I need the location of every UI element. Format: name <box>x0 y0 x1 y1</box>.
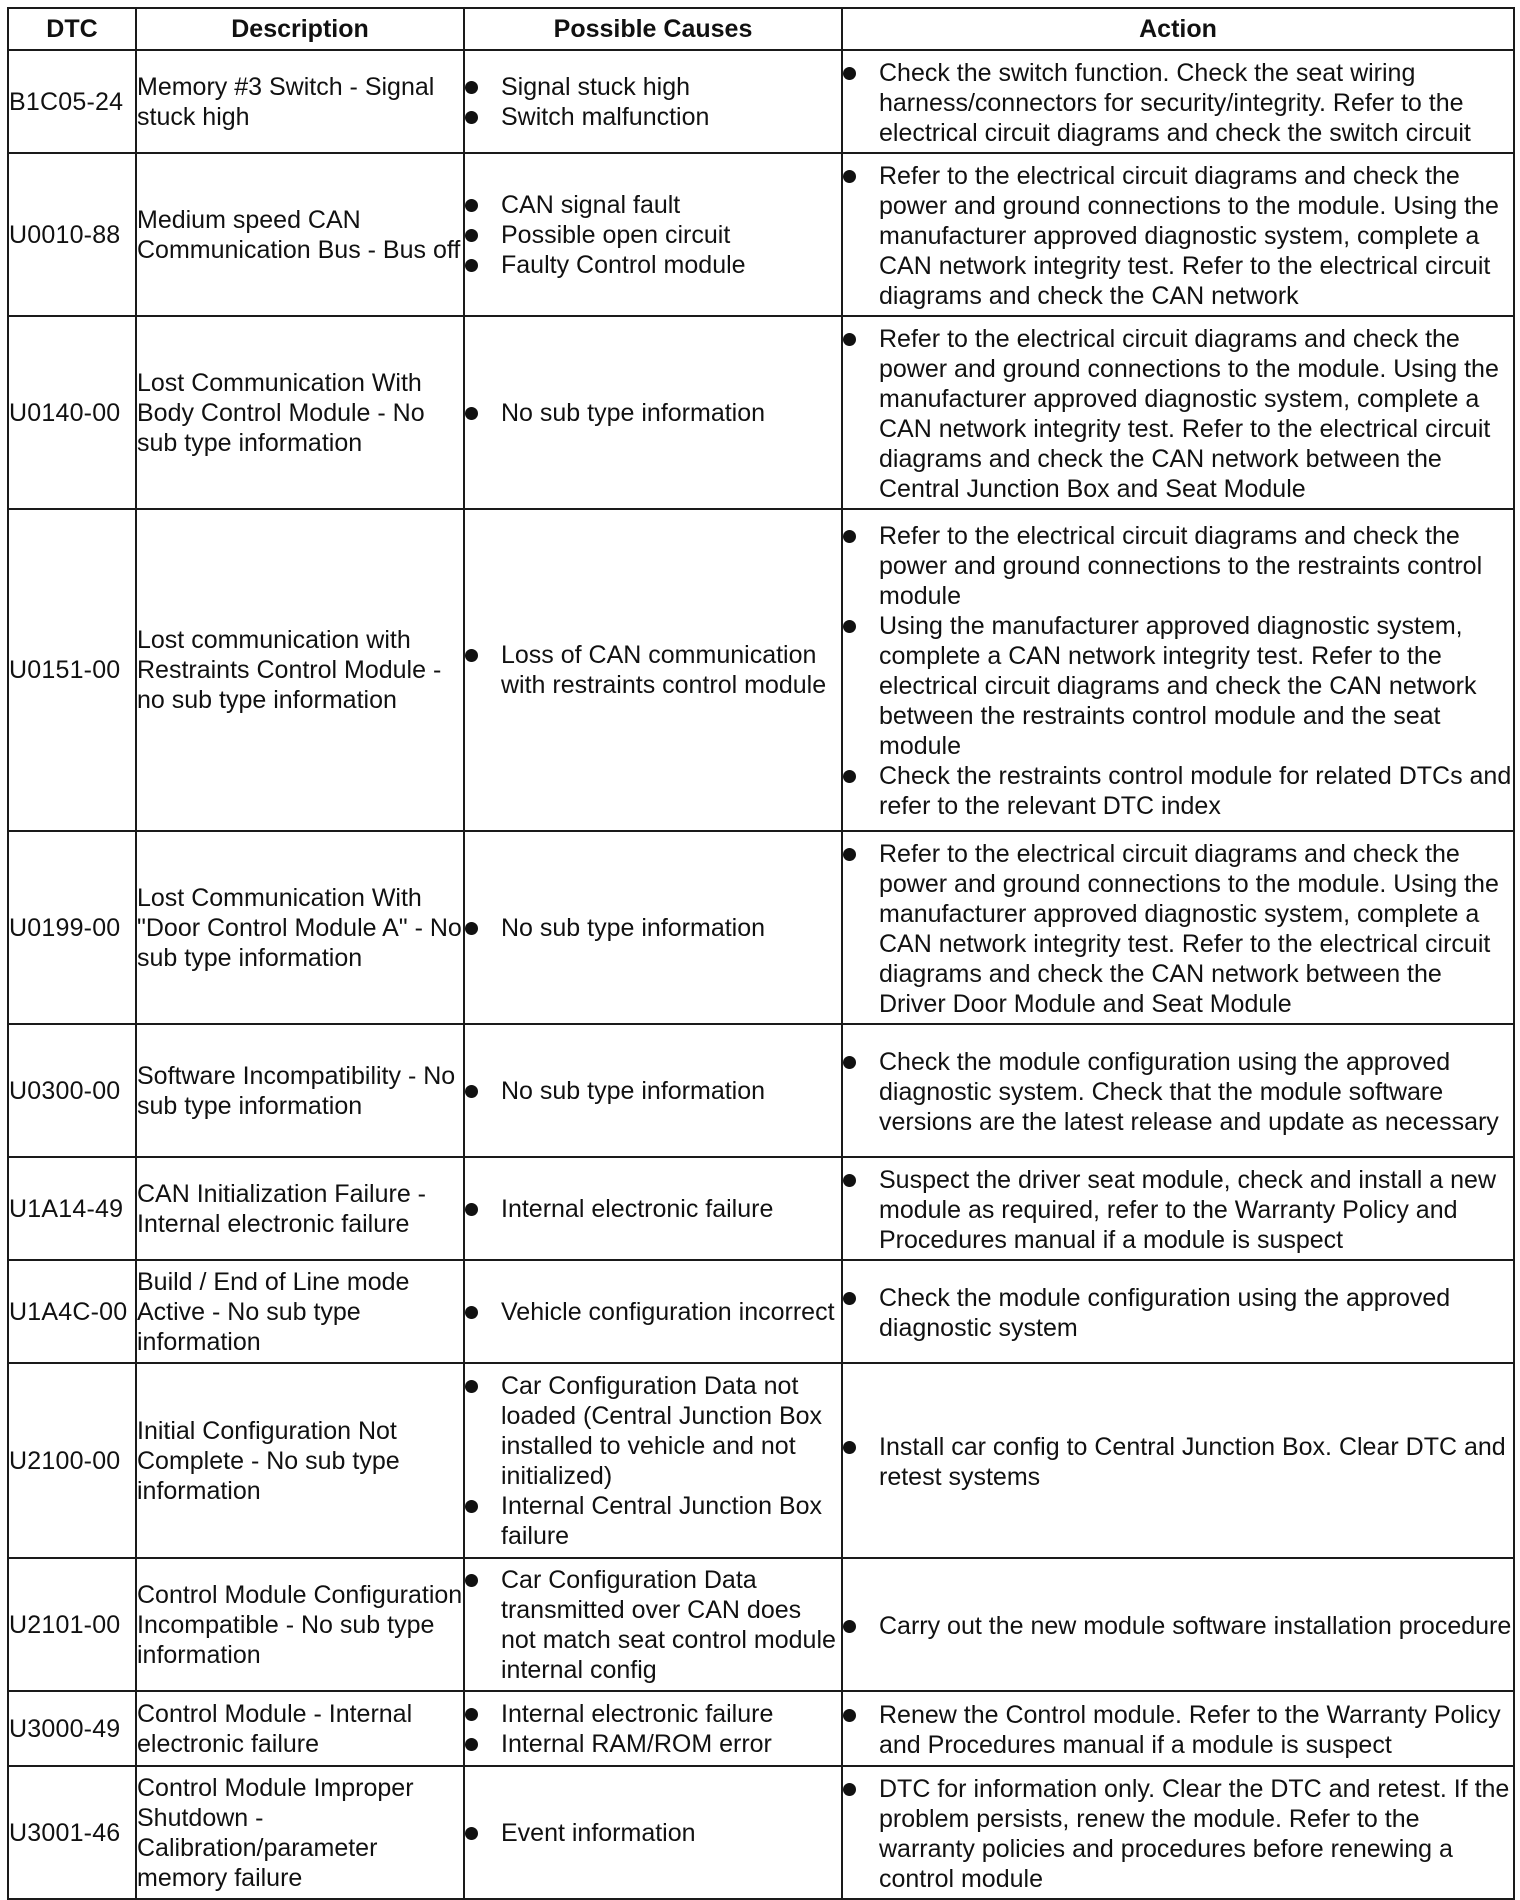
action-item: Check the switch function. Check the seat wiring harness/connectors for security/integrity. Refer to the electrical circuit diagrams and check the switch circuit <box>843 58 1513 148</box>
table-row <box>8 1363 1514 1558</box>
table-row <box>8 1260 1514 1363</box>
dtc-table <box>7 7 1515 1900</box>
action-item: Suspect the driver seat module, check and install a new module as required, refer to the Warranty Policy and Procedures manual if a module is suspect <box>843 1165 1513 1255</box>
possible-causes <box>464 1260 842 1363</box>
cause-item: No sub type information <box>465 1076 841 1106</box>
dtc-code: U2101-00 <box>8 1558 136 1691</box>
description: Lost Communication With Body Control Module - No sub type information <box>136 316 464 509</box>
possible-causes <box>464 831 842 1024</box>
action <box>842 1260 1514 1363</box>
description: Initial Configuration Not Complete - No sub type information <box>136 1363 464 1558</box>
cause-item: Car Configuration Data not loaded (Central Junction Box installed to vehicle and not initialized) <box>465 1371 841 1491</box>
dtc-code: U1A4C-00 <box>8 1260 136 1363</box>
action-item: Renew the Control module. Refer to the Warranty Policy and Procedures manual if a module is suspect <box>843 1700 1513 1760</box>
table-body <box>8 50 1514 1899</box>
cause-item: Faulty Control module <box>465 250 841 280</box>
action-item: Refer to the electrical circuit diagrams and check the power and ground connections to the module. Using the manufacturer approved diagnostic system, complete a CAN network integrity test. Refer to the electrical circuit diagrams and check the CAN network between the Driver Door Module and Seat Module <box>843 839 1513 1019</box>
cause-item: Internal electronic failure <box>465 1699 841 1729</box>
header-possible-causes: Possible Causes <box>464 8 842 50</box>
dtc-code: U0199-00 <box>8 831 136 1024</box>
dtc-code: U2100-00 <box>8 1363 136 1558</box>
cause-item: Loss of CAN communication with restraints control module <box>465 640 841 700</box>
possible-causes <box>464 1363 842 1558</box>
description: Control Module - Internal electronic failure <box>136 1691 464 1766</box>
description: Lost communication with Restraints Control Module - no sub type information <box>136 509 464 831</box>
header-description: Description <box>136 8 464 50</box>
dtc-code: U3001-46 <box>8 1766 136 1899</box>
cause-item: Internal Central Junction Box failure <box>465 1491 841 1551</box>
dtc-code: U0300-00 <box>8 1024 136 1157</box>
cause-item: Vehicle configuration incorrect <box>465 1297 841 1327</box>
description: Control Module Configuration Incompatible - No sub type information <box>136 1558 464 1691</box>
possible-causes <box>464 316 842 509</box>
action-item: Using the manufacturer approved diagnostic system, complete a CAN network integrity test. Refer to the electrical circuit diagrams and check the CAN network between the restraints control module and the seat module <box>843 611 1513 761</box>
description: Memory #3 Switch - Signal stuck high <box>136 50 464 153</box>
description: Software Incompatibility - No sub type information <box>136 1024 464 1157</box>
action-item: Refer to the electrical circuit diagrams and check the power and ground connections to the module. Using the manufacturer approved diagnostic system, complete a CAN network integrity test. Refer to the electrical circuit diagrams and check the CAN network <box>843 161 1513 311</box>
description: Lost Communication With "Door Control Module A" - No sub type information <box>136 831 464 1024</box>
cause-item: Signal stuck high <box>465 72 841 102</box>
description: Medium speed CAN Communication Bus - Bus off <box>136 153 464 316</box>
action-item: Carry out the new module software installation procedure <box>843 1611 1513 1641</box>
description: CAN Initialization Failure - Internal electronic failure <box>136 1157 464 1260</box>
cause-item: CAN signal fault <box>465 190 841 220</box>
table-row <box>8 1691 1514 1766</box>
cause-item: No sub type information <box>465 398 841 428</box>
dtc-code: U0151-00 <box>8 509 136 831</box>
action <box>842 1024 1514 1157</box>
table-row <box>8 1558 1514 1691</box>
action <box>842 1157 1514 1260</box>
possible-causes <box>464 1691 842 1766</box>
action <box>842 509 1514 831</box>
possible-causes <box>464 1157 842 1260</box>
possible-causes <box>464 153 842 316</box>
action <box>842 831 1514 1024</box>
header-row <box>8 8 1514 50</box>
dtc-code: U3000-49 <box>8 1691 136 1766</box>
action-item: Check the restraints control module for related DTCs and refer to the relevant DTC index <box>843 761 1513 821</box>
cause-item: Possible open circuit <box>465 220 841 250</box>
table-row <box>8 831 1514 1024</box>
action <box>842 1766 1514 1899</box>
action <box>842 1363 1514 1558</box>
action-item: Check the module configuration using the approved diagnostic system. Check that the module software versions are the latest release and update as necessary <box>843 1047 1513 1137</box>
dtc-code: U0010-88 <box>8 153 136 316</box>
action-item: Install car config to Central Junction Box. Clear DTC and retest systems <box>843 1432 1513 1492</box>
possible-causes <box>464 509 842 831</box>
action <box>842 153 1514 316</box>
table-row <box>8 1024 1514 1157</box>
possible-causes <box>464 1766 842 1899</box>
dtc-code: B1C05-24 <box>8 50 136 153</box>
action-item: Check the module configuration using the approved diagnostic system <box>843 1283 1513 1343</box>
action <box>842 1691 1514 1766</box>
cause-item: Internal electronic failure <box>465 1194 841 1224</box>
action-item: Refer to the electrical circuit diagrams and check the power and ground connections to the restraints control module <box>843 521 1513 611</box>
header-dtc: DTC <box>8 8 136 50</box>
action <box>842 316 1514 509</box>
table-row <box>8 50 1514 153</box>
table-row <box>8 153 1514 316</box>
action <box>842 1558 1514 1691</box>
table-row <box>8 1157 1514 1260</box>
possible-causes <box>464 50 842 153</box>
cause-item: Switch malfunction <box>465 102 841 132</box>
dtc-code: U0140-00 <box>8 316 136 509</box>
dtc-code: U1A14-49 <box>8 1157 136 1260</box>
table-row <box>8 316 1514 509</box>
possible-causes <box>464 1558 842 1691</box>
table-row <box>8 1766 1514 1899</box>
cause-item: Event information <box>465 1818 841 1848</box>
action-item: DTC for information only. Clear the DTC and retest. If the problem persists, renew the module. Refer to the warranty policies and procedures before renewing a control module <box>843 1774 1513 1894</box>
description: Build / End of Line mode Active - No sub type information <box>136 1260 464 1363</box>
action-item: Refer to the electrical circuit diagrams and check the power and ground connections to the module. Using the manufacturer approved diagnostic system, complete a CAN network integrity test. Refer to the electrical circuit diagrams and check the CAN network between the Central Junction Box and Seat Module <box>843 324 1513 504</box>
header-action: Action <box>842 8 1514 50</box>
cause-item: Internal RAM/ROM error <box>465 1729 841 1759</box>
action <box>842 50 1514 153</box>
table-row <box>8 509 1514 831</box>
possible-causes <box>464 1024 842 1157</box>
description: Control Module Improper Shutdown - Calibration/parameter memory failure <box>136 1766 464 1899</box>
cause-item: No sub type information <box>465 913 841 943</box>
cause-item: Car Configuration Data transmitted over CAN does not match seat control module internal config <box>465 1565 841 1685</box>
